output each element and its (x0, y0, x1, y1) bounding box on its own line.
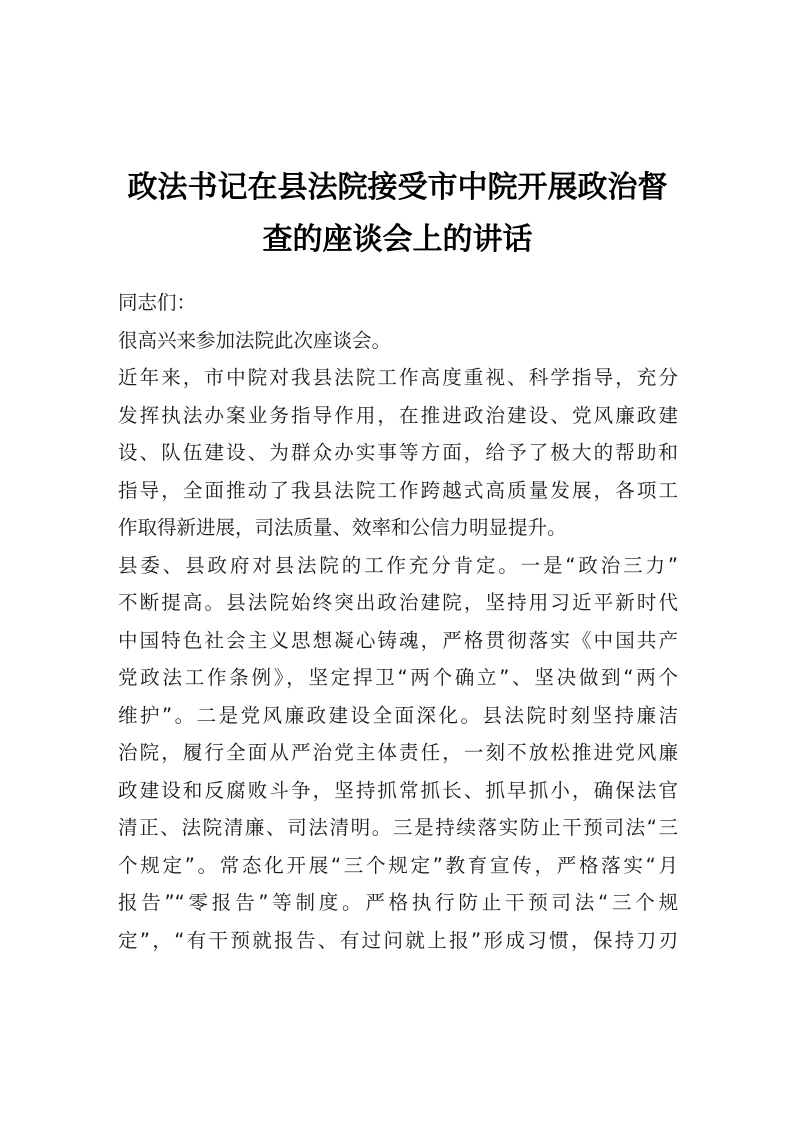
body-line: 清正、法院清廉、司法清明。三是持续落实防止干预司法“三 (118, 816, 678, 839)
body-line: 发挥执法办案业务指导作用，在推进政治建设、党风廉政建 (118, 403, 678, 427)
body-line: 报告”“零报告”等制度。严格执行防止干预司法“三个规 (118, 891, 678, 914)
body-line: 个规定”。常态化开展“三个规定”教育宣传，严格落实“月 (118, 853, 678, 877)
body-line: 政建设和反腐败斗争，坚持抓常抓长、抓早抓小，确保法官 (118, 778, 678, 802)
body-line: 同志们： (118, 291, 197, 314)
document-title-line-1: 政法书记在县法院接受市中院开展政治督 (127, 170, 668, 205)
document-title-line-2: 查的座谈会上的讲话 (262, 222, 533, 257)
body-line: 设、队伍建设、为群众办实事等方面，给予了极大的帮助和 (118, 441, 678, 464)
body-line: 很高兴来参加法院此次座谈会。 (118, 328, 392, 352)
body-line: 治院，履行全面从严治党主体责任，一刻不放松推进党风廉 (118, 741, 678, 764)
body-line: 县委、县政府对县法院的工作充分肯定。一是“政治三力” (118, 553, 678, 577)
body-line: 党政法工作条例》，坚定捍卫“两个确立”、坚决做到“两个 (118, 666, 678, 689)
body-line: 不断提高。县法院始终突出政治建院，坚持用习近平新时代 (118, 591, 678, 614)
body-line: 定”，“有干预就报告、有过问就上报”形成习惯，保持刀刃 (118, 928, 678, 952)
body-line: 维护”。二是党风廉政建设全面深化。县法院时刻坚持廉洁 (118, 703, 678, 727)
body-line: 近年来，市中院对我县法院工作高度重视、科学指导，充分 (118, 366, 678, 389)
body-line: 指导，全面推动了我县法院工作跨越式高质量发展，各项工 (118, 478, 678, 502)
document-body (118, 284, 678, 959)
body-line: 作取得新进展，司法质量、效率和公信力明显提升。 (118, 516, 567, 539)
body-line: 中国特色社会主义思想凝心铸魂，严格贯彻落实《中国共产 (118, 628, 678, 652)
